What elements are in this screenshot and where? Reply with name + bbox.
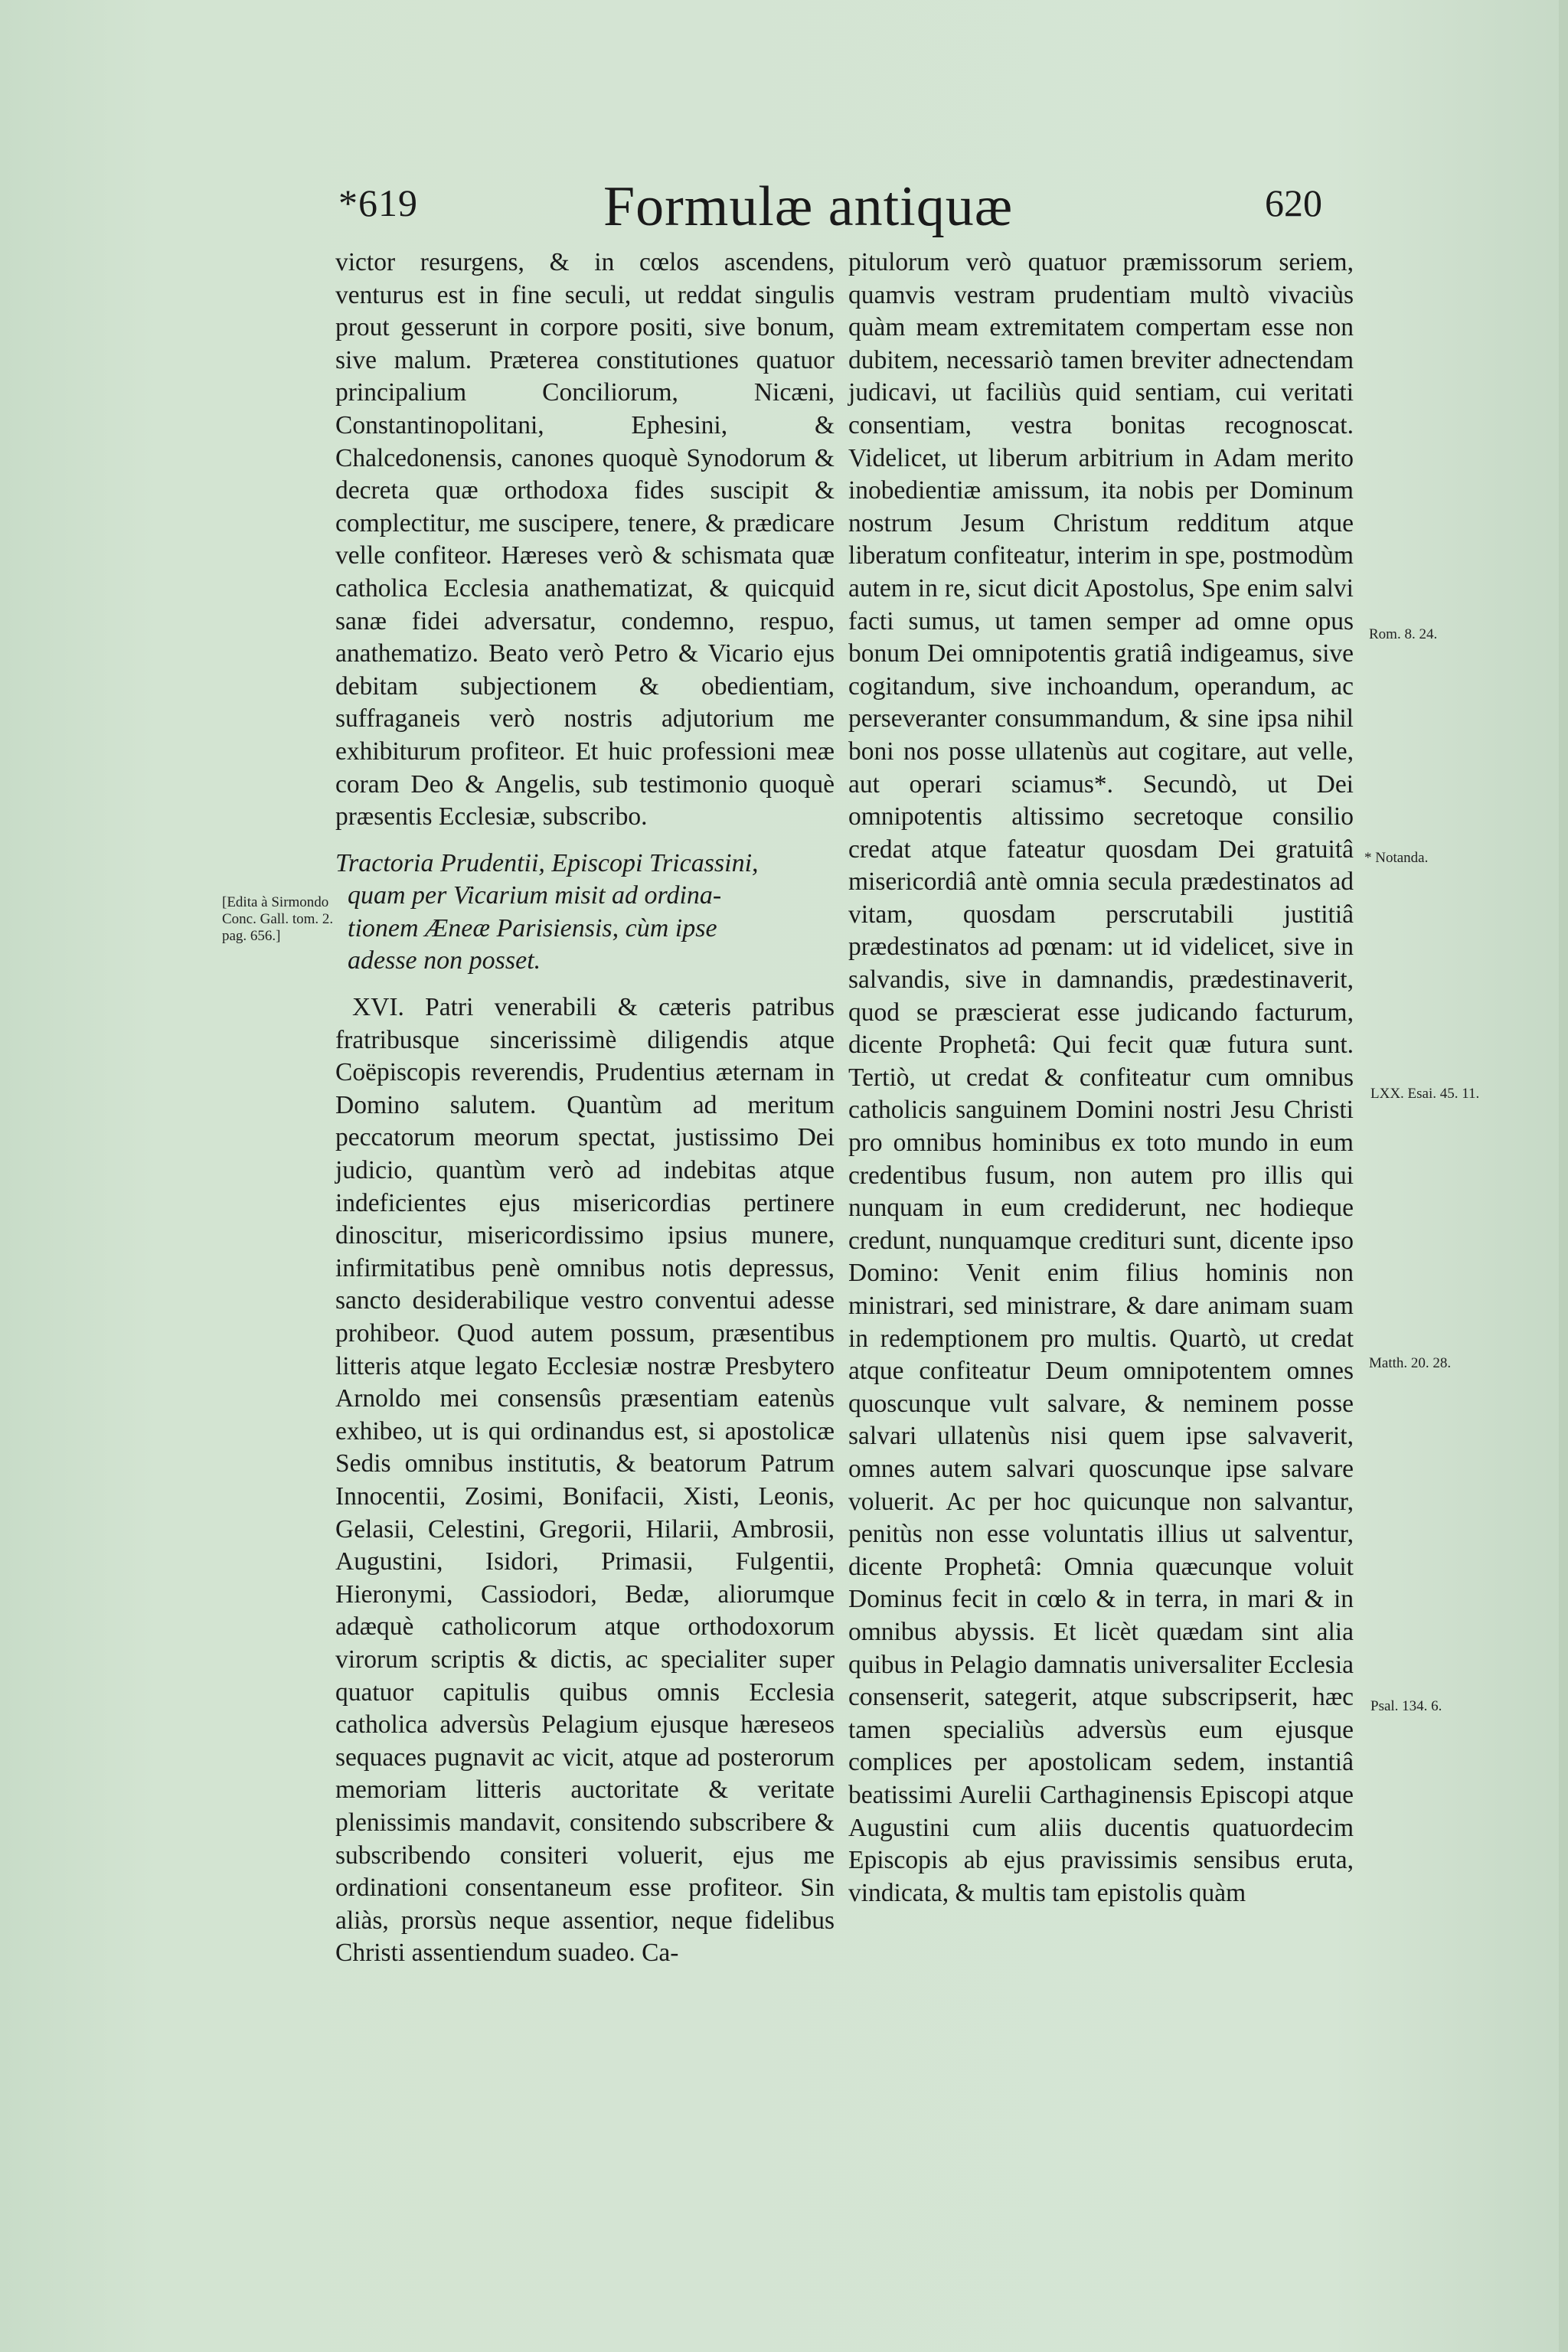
heading-line: adesse non posset.	[348, 946, 541, 975]
section-heading	[335, 848, 835, 978]
margin-note-matth: Matth. 20. 28.	[1369, 1355, 1452, 1371]
page-edge	[1559, 0, 1568, 2352]
page-header	[0, 175, 1568, 236]
heading-line: quam per Vicarium misit ad ordina-	[348, 881, 722, 910]
running-title: Formulæ antiquæ	[603, 175, 1014, 238]
margin-note-rom: Rom. 8. 24.	[1369, 626, 1438, 642]
left-text-column	[335, 247, 835, 1970]
margin-note-notanda: * Notanda.	[1364, 850, 1429, 866]
right-page-number: 620	[1265, 181, 1322, 224]
heading-line: Tractoria Prudentii, Episcopi Tricassini,	[335, 848, 759, 877]
right-text-column	[848, 247, 1354, 1909]
margin-note-lxx: LXX. Esai. 45. 11.	[1370, 1086, 1480, 1102]
heading-line: tionem Æneæ Parisiensis, cùm ipse	[348, 913, 717, 942]
right-paragraph: pitulorum verò quatuor præmissorum seriem, quamvis vestram prudentiam multò vivaciùs quàm meam extremitatem compertam esse non dubitem, necessariò tamen breviter adnectendam judicavi, ut faciliùs quid sentiam, cui veritati consentiam, vestra bonitas recognoscat. Videlicet, ut liberum arbitrium in Adam merito inobedientiæ amissum, ita nobis per Dominum nostrum Jesum Christum redditum atque liberatum confiteatur, interim in spe, postmodùm autem in re, sicut dicit Apostolus, Spe enim salvi facti sumus, ut tamen semper ad omne opus bonum Dei omnipotentis gratiâ indigeamus, sive cogitandum, sive inchoandum, operandum, ac perseveranter consummandum, & sine ipsa nihil boni nos posse ullatenùs aut cogitare, aut velle, aut operari sciamus*. Secundò, ut Dei omnipotentis altissimo secretoque consilio credat atque fateatur quosdam Dei gratuitâ misericordiâ antè omnia secula prædestinatos ad vitam, quosdam perscrutabili justitiâ prædestinatos ad pœnam: ut id videlicet, sive in salvandis, sive in damnandis, prædestinaverit, quod se præscierat esse judicando facturum, dicente Prophetâ: Qui fecit quæ futura sunt. Tertiò, ut credat & confiteatur cum omnibus catholicis sanguinem Domini nostri Jesu Christi pro omnibus hominibus ex toto mundo in eum credentibus fusum, non autem pro illis qui nunquam in eum crediderunt, nec hodieque credunt, nunquamque credituri sunt, dicente ipso Domino: Venit enim filius hominis non ministrari, sed ministrare, & dare animam suam in redemptionem pro multis. Quartò, ut credat atque confiteatur Deum omnipotentem omnes quoscunque vult salvare, & neminem posse salvari ullatenùs nisi quem ipse salvaverit, omnes autem salvari quoscunque ipse salvare voluerit. Ac per hoc quicunque non salvantur, penitùs non esse voluntatis illius ut salventur, dicente Prophetâ: Omnia quæcunque voluit Dominus fecit in cœlo & in terra, in mari & in omnibus abyssis. Et licèt quædam sint alia quibus in Pelagio damnatis universaliter Ecclesia consenserit, sategerit, atque subscripserit, hæc tamen specialiùs adversùs eum ejusque complices per apostolicam sedem, instantiâ beatissimi Aurelii Carthaginensis Episcopi atque Augustini cum aliis ducentis quatuordecim Episcopis ab ejus pravissimis sensibus eruta, vindicata, & multis tam epistolis quàm	[848, 248, 1354, 1907]
left-paragraph-tractoria: XVI. Patri venerabili & cæteris patribus fratribusque sincerissimè diligendis atque Coëpiscopis reverendis, Prudentius æternam in Domino salutem. Quantùm ad meritum peccatorum meorum spectat, justissimo Dei judicio, quantùm verò ad indebitas atque indeficientes ejus misericordias pertinere dinoscitur, misericordissimo ipsius munere, infirmitatibus penè omnibus notis depressus, sancto desiderabilique vestro conventui adesse prohibeor. Quod autem possum, præsentibus litteris atque legato Ecclesiæ nostræ Presbytero Arnoldo mei consensûs præsentiam eatenùs exhibeo, ut is qui ordinandus est, si apostolicæ Sedis omnibus institutis, & beatorum Patrum Innocentii, Zosimi, Bonifacii, Xisti, Leonis, Gelasii, Celestini, Gregorii, Hilarii, Ambrosii, Augustini, Isidori, Primasii, Fulgentii, Hieronymi, Cassiodori, Bedæ, aliorumque adæquè catholicorum atque orthodoxorum virorum scriptis & dictis, ac specialiter super quatuor capitulis quibus omnis Ecclesia catholica adversùs Pelagium ejusque hæreseos sequaces pugnavit ac vicit, atque ad posterorum memoriam litteris auctoritate & veritate plenissimis mandavit, consitendo subscribere & subscribendo consiteri voluerit, ejus me ordinationi consentaneum esse profiteor. Sin aliàs, prorsùs neque assentior, neque fidelibus Christi assentiendum suadeo. Ca-	[335, 993, 835, 1968]
margin-note-psal: Psal. 134. 6.	[1370, 1698, 1442, 1714]
margin-note-edition: [Edita à Sirmondo Conc. Gall. tom. 2. pag. 656.]	[222, 894, 334, 944]
left-page-number: *619	[338, 181, 418, 224]
left-paragraph-profession: victor resurgens, & in cœlos ascendens, venturus est in fine seculi, ut reddat singulis prout gesserunt in corpore positi, sive bonum, sive malum. Præterea constitutiones quatuor principalium Conciliorum, Nicæni, Constantinopolitani, Ephesini, & Chalcedonensis, canones quoquè Synodorum & decreta quæ orthodoxa fides suscipit & complectitur, me suscipere, tenere, & prædicare velle confiteor. Hæreses verò & schismata quæ catholica Ecclesia anathematizat, & quicquid sanæ fidei adversatur, condemno, respuo, anathematizo. Beato verò Petro & Vicario ejus debitam subjectionem & obedientiam, suffraganeis verò nostris adjutorium me exhibiturum profiteor. Et huic professioni meæ coram Deo & Angelis, sub testimonio quoquè præsentis Ecclesiæ, subscribo.	[335, 248, 835, 831]
